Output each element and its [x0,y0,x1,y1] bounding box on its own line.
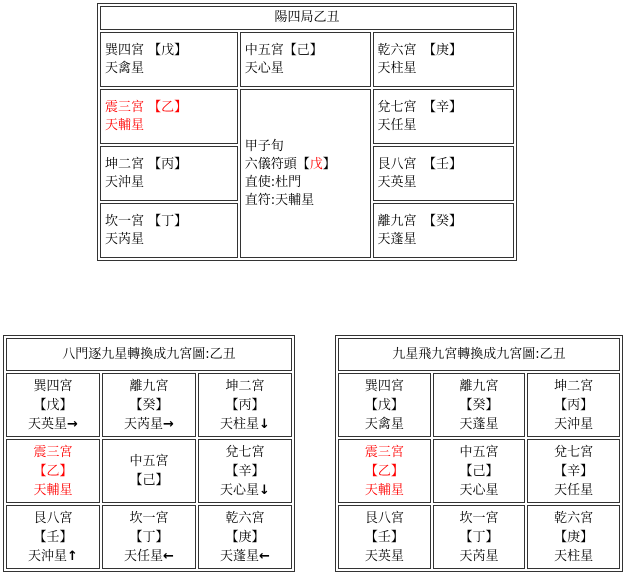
main-cell-zhong5 [240,32,371,87]
palace-line: 艮八宮 【壬】 [377,156,463,172]
jiazi-xun-info-cell [240,89,371,258]
star-arrow-line [107,547,191,566]
stars-cell-zhen3-highlighted [338,439,431,503]
star-name: 天沖星 [28,548,68,564]
doors-cell-kan1 [102,505,196,569]
star-arrow-line [203,481,287,500]
xun-cycle-line: 甲子旬 [244,138,284,154]
stars-cell-qian6 [527,505,620,569]
main-cell-zhen3-highlighted [100,89,238,144]
palace-line: 乾六宮 [554,510,594,526]
star-arrow-line [107,415,191,434]
main-cell-li9 [373,203,514,258]
stem-line: 【戊】 [364,397,404,413]
star-line: 天沖星 [105,174,145,190]
liuyi-futou-line [245,156,366,174]
star-name: 天芮星 [124,416,164,432]
palace-line: 巽四宮 【戊】 [105,42,188,58]
star-name: 天蓬星 [459,416,499,432]
star-name: 天柱星 [554,548,594,564]
star-name: 天英星 [364,548,404,564]
stem-line: 【丙】 [225,397,265,413]
palace-line: 兌七宮 [225,444,265,460]
palace-line: 坤二宮 [554,378,594,394]
doors-cell-qian6 [198,505,292,569]
palace-line: 兌七宮 【辛】 [377,99,463,115]
star-line: 天任星 [377,117,417,133]
star-name: 天任星 [124,548,164,564]
star-name: 天蓬星 [220,548,260,564]
stars-cell-gen8 [338,505,431,569]
star-line: 天心星 [244,60,284,76]
stem-line: 【庚】 [554,529,594,545]
move-arrow-icon: ↑ [67,548,78,564]
stars-table-title: 九星飛九宮轉換成九宮圖:乙丑 [338,338,620,371]
palace-line: 中五宮 [129,454,169,470]
palace-line: 坤二宮 [225,378,265,394]
star-name: 天心星 [459,482,499,498]
palace-line: 巽四宮 [33,378,73,394]
stem-line: 【壬】 [364,529,404,545]
palace-line: 兌七宮 [554,444,594,460]
star-name: 天英星 [28,416,68,432]
move-arrow-icon: ← [259,548,270,564]
star-line: 天芮星 [105,231,145,247]
doors-table-title: 八門逐九星轉換成九宮圖:乙丑 [6,338,292,371]
main-chart-table [97,3,517,261]
star-arrow-line [11,415,95,434]
zhishi-door-line: 直使:杜門 [244,174,302,190]
star-name: 天心星 [220,482,260,498]
stem-line: 【己】 [129,473,169,489]
liuyi-futou-prefix: 六儀符頭【 [244,156,310,172]
palace-line: 艮八宮 [364,510,404,526]
palace-line: 震三宮 [33,444,73,460]
doors-cell-dui7 [198,439,292,503]
star-name: 天禽星 [364,416,404,432]
star-name: 天柱星 [220,416,260,432]
stem-line: 【丁】 [129,529,169,545]
move-arrow-icon: → [163,416,174,432]
palace-line: 乾六宮 [225,510,265,526]
stem-line: 【戊】 [33,397,73,413]
stem-line: 【丙】 [554,397,594,413]
doors-nine-palace-table [3,335,295,572]
stem-line: 【癸】 [129,397,169,413]
stars-cell-li9 [433,373,526,437]
main-cell-dui7 [373,89,514,144]
star-name: 天任星 [554,482,594,498]
star-name: 天輔星 [364,482,404,498]
doors-cell-kun2 [198,373,292,437]
stem-line: 【丁】 [459,529,499,545]
stars-cell-xun4 [338,373,431,437]
star-line: 天蓬星 [377,231,417,247]
palace-line: 中五宮 [459,444,499,460]
doors-cell-xun4 [6,373,100,437]
stars-cell-dui7 [527,439,620,503]
doors-cell-zhen3-highlighted [6,439,100,503]
move-arrow-icon: ← [163,548,174,564]
main-chart-title: 陽四局乙丑 [100,6,514,30]
main-cell-gen8 [373,146,514,201]
doors-cell-zhong5 [102,439,196,503]
palace-line: 坎一宮 【丁】 [105,213,188,229]
stars-nine-palace-table [335,335,623,572]
stem-line: 【辛】 [554,463,594,479]
palace-line: 艮八宮 [33,510,73,526]
stem-line: 【癸】 [459,397,499,413]
move-arrow-icon: ↓ [259,482,270,498]
stem-line: 【乙】 [33,463,73,479]
star-line: 天英星 [377,174,417,190]
main-cell-kun2 [100,146,238,201]
stem-line: 【己】 [459,463,499,479]
stem-line: 【壬】 [33,529,73,545]
star-arrow-line [11,547,95,566]
doors-cell-gen8 [6,505,100,569]
star-name: 天芮星 [459,548,499,564]
palace-line: 乾六宮 【庚】 [377,42,463,58]
star-name: 天沖星 [554,416,594,432]
main-cell-kan1 [100,203,238,258]
star-arrow-line [203,547,287,566]
stem-line: 【庚】 [225,529,265,545]
stem-line: 【乙】 [364,463,404,479]
move-arrow-icon: ↓ [259,416,270,432]
liuyi-futou-stem-highlight: 戊 [309,156,323,172]
star-name: 天輔星 [33,482,73,498]
palace-line: 坎一宮 [459,510,499,526]
star-arrow-line [11,481,95,500]
palace-line: 離九宮 [129,378,169,394]
main-cell-xun4 [100,32,238,87]
stars-cell-kan1 [433,505,526,569]
palace-line: 震三宮 [364,444,404,460]
main-cell-qian6 [373,32,514,87]
stars-cell-zhong5 [433,439,526,503]
palace-line: 離九宮 【癸】 [377,213,463,229]
palace-line: 巽四宮 [364,378,404,394]
star-line: 天禽星 [105,60,145,76]
palace-line: 坤二宮 【丙】 [105,156,188,172]
palace-line: 中五宮【己】 [244,42,323,58]
star-line: 天柱星 [377,60,417,76]
stem-line: 【辛】 [225,463,265,479]
palace-line: 震三宮 【乙】 [105,99,188,115]
liuyi-futou-suffix: 】 [322,156,336,172]
palace-line: 離九宮 [459,378,499,394]
palace-line: 坎一宮 [129,510,169,526]
doors-cell-li9 [102,373,196,437]
star-line: 天輔星 [105,117,145,133]
zhifu-star-line: 直符:天輔星 [244,192,315,208]
star-arrow-line [203,415,287,434]
move-arrow-icon: → [67,416,78,432]
stars-cell-kun2 [527,373,620,437]
